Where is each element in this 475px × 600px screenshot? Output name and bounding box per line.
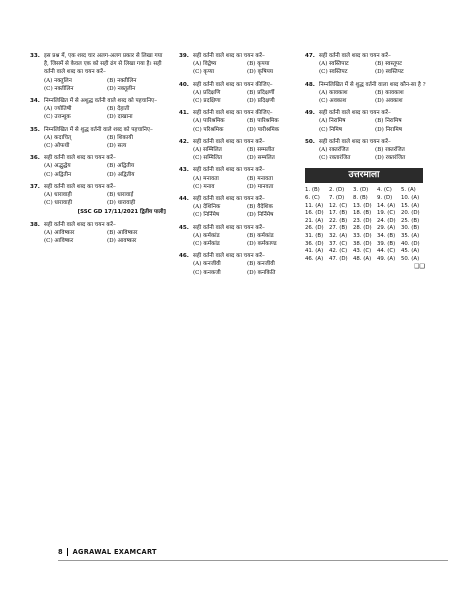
option-list bbox=[30, 162, 166, 178]
option-d: (D) अद्वितीय bbox=[107, 171, 135, 178]
question-number: 49. bbox=[305, 110, 315, 117]
option-b: (B) सम्मलीत bbox=[247, 147, 275, 154]
answer-item: 27. (B) bbox=[329, 225, 348, 232]
question-text: सही वर्तनी वाले शब्द का चयन करें– bbox=[193, 53, 265, 59]
answer-item: 16. (D) bbox=[305, 210, 324, 217]
option-b: (B) कर्मकांड bbox=[247, 232, 274, 239]
option-list bbox=[179, 117, 297, 133]
option-b: (B) रक्तरंजित bbox=[375, 147, 405, 154]
option-b: (B) मनावता bbox=[247, 175, 273, 182]
question-item bbox=[179, 252, 297, 277]
question-number: 33. bbox=[30, 53, 40, 59]
answer-item: 6. (C) bbox=[305, 195, 320, 202]
question-text: निम्नलिखित में से शुद्ध वर्तनी वाले शब्द को पहचानिए– bbox=[44, 126, 153, 133]
question-number: 40. bbox=[179, 81, 189, 88]
answer-item: 37. (C) bbox=[329, 240, 348, 247]
option-d: (D) सत्य bbox=[107, 143, 127, 150]
option-c: (C) रक्तारंजित bbox=[319, 155, 351, 162]
question-item bbox=[179, 166, 297, 191]
page-number: 8 bbox=[58, 548, 68, 556]
option-list bbox=[30, 229, 166, 245]
answer-item: 21. (A) bbox=[305, 217, 324, 224]
answer-item: 43. (C) bbox=[353, 248, 372, 255]
answer-key-grid bbox=[305, 187, 425, 263]
answer-item: 33. (D) bbox=[353, 233, 372, 239]
answer-item: 35. (A) bbox=[401, 233, 420, 239]
question-text: सही वर्तनी वाले शब्द का चयन करें– bbox=[319, 53, 391, 59]
answer-item: 24. (D) bbox=[377, 217, 396, 224]
option-c: (C) उत्तन्धुक bbox=[44, 114, 71, 121]
option-d: (D) धारावाही bbox=[107, 200, 136, 207]
option-d: (D) निरामिष bbox=[375, 126, 402, 133]
question-number: 35. bbox=[30, 126, 40, 133]
option-d: (D) कनकिति bbox=[247, 269, 276, 276]
option-a: (A) कर्मकांड bbox=[193, 232, 220, 239]
option-d: (D) नक्तूलीन bbox=[107, 85, 136, 92]
option-a: (A) रक्तरंजित bbox=[319, 147, 349, 154]
option-b: (B) अद्वितीय bbox=[107, 163, 135, 170]
question-row bbox=[179, 52, 297, 60]
option-b: (B) शिकायी bbox=[107, 134, 133, 141]
answer-item: 17. (B) bbox=[329, 210, 348, 217]
option-c: (C) प्रदक्षिणा bbox=[193, 98, 221, 105]
answer-item: 5. (A) bbox=[401, 187, 416, 194]
option-d: (D) निर्निमेष bbox=[247, 212, 274, 219]
option-a: (A) ज्योतिषी bbox=[44, 106, 72, 113]
end-of-section-mark: ❑❑ bbox=[414, 263, 425, 271]
answer-item: 1. (B) bbox=[305, 187, 320, 194]
option-a: (A) विद्वेष्य bbox=[193, 61, 217, 68]
question-item bbox=[305, 109, 427, 134]
option-a: (A) प्रदिक्षणि bbox=[193, 89, 221, 96]
question-item bbox=[179, 52, 297, 77]
answer-item: 13. (D) bbox=[353, 202, 372, 209]
answer-item: 30. (B) bbox=[401, 225, 420, 232]
question-number: 50. bbox=[305, 138, 315, 145]
question-item bbox=[30, 183, 166, 217]
question-item bbox=[30, 221, 166, 246]
option-c: (C) नक्तीलिन bbox=[44, 85, 74, 92]
option-a: (A) मनावता bbox=[193, 175, 219, 182]
question-number: 45. bbox=[179, 224, 189, 231]
option-list bbox=[30, 105, 166, 121]
answer-item: 46. (A) bbox=[305, 255, 324, 262]
question-column-3 bbox=[305, 52, 427, 273]
option-a: (A) धारावाही bbox=[44, 192, 72, 199]
answer-item: 41. (A) bbox=[305, 248, 324, 255]
option-list bbox=[305, 117, 427, 133]
answer-item: 15. (A) bbox=[401, 202, 420, 209]
option-a: (A) निरामिष bbox=[319, 118, 346, 125]
answer-item: 40. (D) bbox=[401, 240, 420, 247]
option-b: (B) स्वस्तूपट bbox=[375, 61, 402, 68]
exam-source-note: [SSC GD 17/11/2021 द्वितीय पाली] bbox=[77, 209, 166, 216]
question-item bbox=[179, 224, 297, 249]
question-number: 46. bbox=[179, 253, 189, 260]
question-item bbox=[30, 126, 166, 151]
answer-item: 42. (C) bbox=[329, 248, 348, 255]
option-d: (D) अवकाश bbox=[375, 98, 403, 105]
option-list bbox=[179, 260, 297, 276]
option-a: (A) पारिश्रमिक bbox=[193, 118, 225, 125]
option-a: (A) नक्तुलिन bbox=[44, 77, 72, 84]
answer-item: 10. (A) bbox=[401, 195, 420, 202]
option-b: (B) नक्तीलिन bbox=[107, 77, 137, 84]
answer-item: 2. (D) bbox=[329, 187, 345, 194]
question-row bbox=[179, 81, 297, 89]
question-text: सही वर्तनी वाले शब्द का चयन करें– bbox=[44, 155, 116, 162]
option-d: (D) सम्मलित bbox=[247, 155, 275, 162]
answer-key-title: उत्तरमाला bbox=[305, 168, 423, 183]
question-number: 41. bbox=[179, 110, 189, 117]
option-d: (D) कृषिपय bbox=[247, 69, 274, 76]
option-c: (C) स्वस्तिपट bbox=[319, 69, 348, 76]
page-footer bbox=[58, 546, 157, 557]
question-item bbox=[179, 109, 297, 134]
question-item bbox=[179, 138, 297, 163]
question-text: सही वर्तनी वाले शब्द का चयन करें– bbox=[193, 224, 265, 231]
option-c: (C) अद्वितीन bbox=[44, 171, 72, 178]
footer-divider bbox=[58, 560, 448, 561]
option-a: (A) देशिनिक bbox=[193, 204, 221, 211]
question-text: सही वर्तनी वाले शब्द का चयन करें– bbox=[44, 183, 116, 190]
question-item bbox=[30, 52, 166, 93]
option-c: (C) कनकजी bbox=[193, 269, 221, 276]
question-text: निम्नलिखित में से अशुद्ध वर्तनी वाले शब्द को पहचानिए– bbox=[44, 98, 158, 105]
answer-item: 26. (D) bbox=[305, 225, 324, 232]
option-list bbox=[305, 146, 427, 162]
question-row bbox=[179, 224, 297, 232]
option-b: (B) कनजीवी bbox=[247, 261, 275, 268]
option-c: (C) सम्मिलित bbox=[193, 155, 223, 162]
answer-item: 32. (A) bbox=[329, 233, 348, 239]
option-d: (D) स्वस्तिपट bbox=[375, 69, 404, 76]
question-text: सही वर्तनी वाले शब्द का चयन कीजिए– bbox=[193, 110, 273, 117]
option-b: (B) वैदेशिक bbox=[247, 204, 273, 211]
option-a: (A) कनजीवी bbox=[193, 261, 221, 268]
option-c: (C) परिश्रमिक bbox=[193, 126, 224, 133]
option-d: (D) पारीश्रमिक bbox=[247, 126, 280, 133]
question-number: 38. bbox=[30, 221, 40, 228]
option-c: (C) मनाव bbox=[193, 183, 215, 190]
answer-item: 39. (B) bbox=[377, 240, 396, 247]
answer-item: 29. (A) bbox=[377, 225, 396, 232]
question-number: 44. bbox=[179, 196, 189, 203]
question-row bbox=[305, 138, 427, 146]
option-list bbox=[179, 89, 297, 105]
option-a: (A) सम्मिलित bbox=[193, 147, 222, 154]
question-row bbox=[305, 109, 427, 117]
option-b: (B) आविष्कार bbox=[107, 229, 138, 236]
question-number: 39. bbox=[179, 53, 189, 59]
answer-item: 36. (D) bbox=[305, 240, 324, 247]
question-row bbox=[179, 166, 297, 174]
answer-item: 14. (A) bbox=[377, 202, 396, 209]
option-d: (D) कर्मकाण्ड bbox=[247, 241, 277, 248]
question-column-2 bbox=[179, 52, 297, 281]
question-row bbox=[305, 81, 427, 89]
answer-item: 8. (B) bbox=[353, 195, 368, 202]
option-c: (C) आविष्कर bbox=[44, 238, 74, 245]
option-b: (B) निरामिष bbox=[375, 118, 402, 125]
option-c: (C) धारावाही bbox=[44, 200, 73, 207]
answer-item: 12. (C) bbox=[329, 202, 348, 209]
question-number: 36. bbox=[30, 155, 40, 162]
question-text: सही वर्तनी वाले शब्द का चयन कीजिए– bbox=[193, 81, 273, 88]
question-text: इस प्रश्न में, एक शब्द चार अलग-अलग प्रकार से लिखा गया है, जिसमें से केवल एक को सही ढंग से लिखा गया है। सही वर्तनी वाले शब्द का चयन करें– bbox=[44, 53, 163, 76]
option-a: (A) कावकाश bbox=[319, 89, 348, 96]
answer-item: 18. (B) bbox=[353, 210, 372, 217]
option-c: (C) ओफधी bbox=[44, 143, 70, 150]
answer-item: 22. (B) bbox=[329, 217, 348, 224]
option-c: (C) कर्मकांड bbox=[193, 241, 220, 248]
question-row bbox=[305, 52, 427, 60]
answer-item: 34. (B) bbox=[377, 233, 396, 239]
question-text: सही वर्तनी वाले शब्द का चयन करें– bbox=[193, 196, 265, 203]
question-item bbox=[305, 81, 427, 106]
answer-item: 19. (C) bbox=[377, 210, 396, 217]
question-item bbox=[30, 97, 166, 122]
option-b: (B) देहाती bbox=[107, 106, 130, 113]
option-a: (A) कदाचित् bbox=[44, 134, 72, 141]
question-number: 34. bbox=[30, 98, 40, 105]
question-text: सही वर्तनी वाले शब्द का चयन करें– bbox=[319, 110, 391, 117]
answer-item: 49. (A) bbox=[377, 255, 396, 262]
question-text: निम्नलिखित में से शुद्ध वर्तनी वाला शब्द कौन-सा है ? bbox=[319, 81, 426, 88]
question-number: 47. bbox=[305, 53, 315, 59]
question-item bbox=[30, 154, 166, 179]
option-list bbox=[30, 77, 166, 93]
answer-item: 38. (D) bbox=[353, 240, 372, 247]
option-list bbox=[179, 175, 297, 191]
option-list bbox=[305, 89, 427, 105]
question-row bbox=[30, 221, 166, 229]
brand-name: AGRAWAL EXAMCART bbox=[72, 547, 157, 556]
question-text: सही वर्तनी वाले शब्द का चयन करें– bbox=[193, 167, 265, 174]
question-row bbox=[30, 154, 166, 162]
question-item bbox=[179, 81, 297, 106]
option-d: (D) आवष्कार bbox=[107, 238, 137, 245]
answer-item: 4. (C) bbox=[377, 187, 392, 194]
option-a: (A) स्वस्तिपाट bbox=[319, 61, 349, 68]
question-text: सही वर्तनी वाले शब्द का चयन करें– bbox=[193, 253, 265, 260]
question-text: सही वर्तनी वाले शब्द का चयन करें– bbox=[319, 138, 391, 145]
question-row bbox=[30, 126, 166, 134]
option-c: (C) निर्निमेष bbox=[193, 212, 220, 219]
question-number: 43. bbox=[179, 167, 189, 174]
option-b: (B) कावकाश bbox=[375, 89, 404, 96]
option-d: (D) प्रदिक्षणी bbox=[247, 98, 275, 105]
question-item bbox=[305, 138, 427, 163]
answer-item: 50. (A) bbox=[401, 255, 420, 262]
question-column-1 bbox=[30, 52, 166, 249]
question-row bbox=[30, 97, 166, 105]
option-d: (D) रक्तरंजित bbox=[375, 155, 406, 162]
question-row bbox=[30, 52, 166, 77]
option-b: (B) धारावाई bbox=[107, 192, 134, 199]
option-c: (C) कृप्या bbox=[193, 69, 215, 76]
answer-item: 23. (D) bbox=[353, 217, 372, 224]
option-c: (C) अवकाश bbox=[319, 98, 347, 105]
option-a: (A) अद्भुद्धेय bbox=[44, 163, 71, 170]
question-row bbox=[179, 252, 297, 260]
question-text: सही वर्तनी वाले शब्द का चयन करें– bbox=[193, 138, 265, 145]
question-number: 37. bbox=[30, 183, 40, 190]
answer-item: 11. (A) bbox=[305, 202, 324, 209]
question-item bbox=[305, 52, 427, 77]
question-number: 42. bbox=[179, 138, 189, 145]
option-b: (B) पारिश्रमिक bbox=[247, 118, 279, 125]
answer-item: 7. (D) bbox=[329, 195, 345, 202]
answer-item: 45. (A) bbox=[401, 248, 420, 255]
answer-item: 3. (D) bbox=[353, 187, 369, 194]
option-a: (A) आविष्कार bbox=[44, 229, 75, 236]
answer-item: 25. (B) bbox=[401, 217, 420, 224]
option-d: (D) दाखाना bbox=[107, 114, 133, 121]
answer-item: 28. (D) bbox=[353, 225, 372, 232]
option-b: (B) कृपया bbox=[247, 61, 270, 68]
option-list bbox=[179, 60, 297, 76]
answer-item: 48. (A) bbox=[353, 255, 372, 262]
answer-item: 9. (D) bbox=[377, 195, 393, 202]
option-d: (D) मानवता bbox=[247, 183, 274, 190]
option-list bbox=[30, 134, 166, 150]
answer-item: 31. (B) bbox=[305, 233, 324, 239]
option-list bbox=[305, 60, 427, 76]
question-row bbox=[179, 138, 297, 146]
option-list bbox=[30, 191, 166, 207]
question-item bbox=[179, 195, 297, 220]
question-row bbox=[179, 109, 297, 117]
question-row bbox=[30, 183, 166, 191]
option-list bbox=[179, 146, 297, 162]
answer-item: 44. (C) bbox=[377, 248, 396, 255]
question-list-3 bbox=[305, 52, 427, 162]
question-row bbox=[179, 195, 297, 203]
answer-item: 20. (D) bbox=[401, 210, 420, 217]
question-number: 48. bbox=[305, 81, 315, 88]
option-list bbox=[179, 203, 297, 219]
answer-item: 47. (D) bbox=[329, 255, 348, 262]
option-b: (B) प्रदिक्षर्णी bbox=[247, 89, 275, 96]
question-text: सही वर्तनी वाले शब्द का चयन करें– bbox=[44, 221, 116, 228]
option-list bbox=[179, 232, 297, 248]
option-c: (C) निमिष bbox=[319, 126, 343, 133]
